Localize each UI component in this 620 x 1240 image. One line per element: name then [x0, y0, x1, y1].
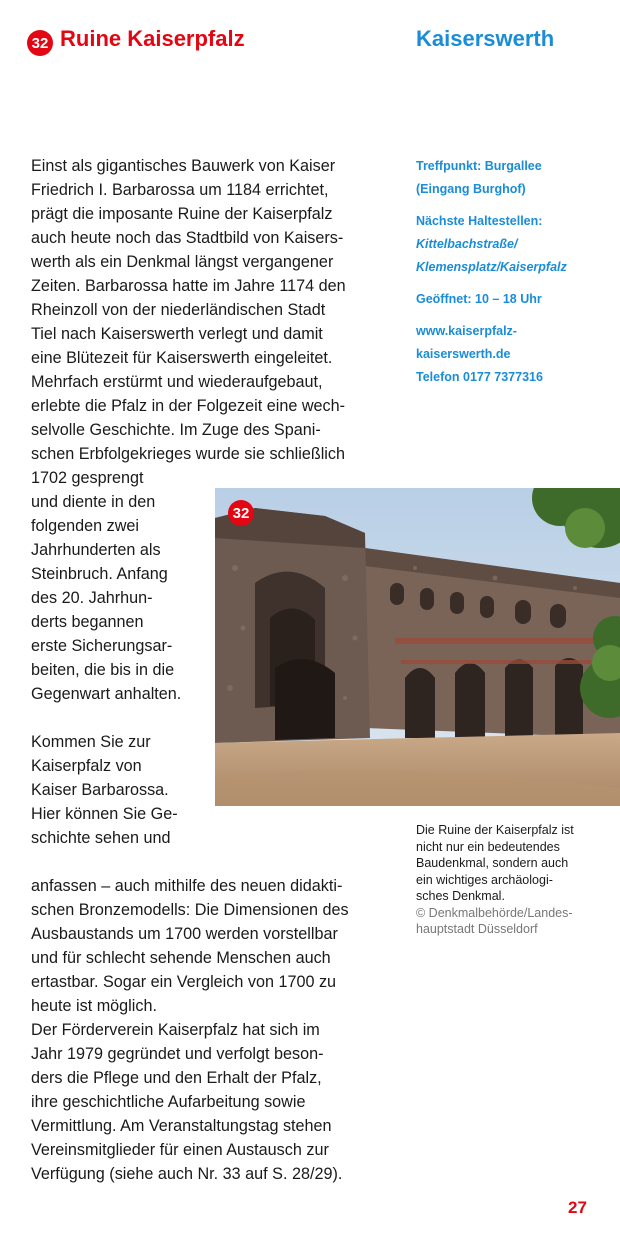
- district-heading: Kaiserswerth: [416, 26, 555, 51]
- website-link[interactable]: kaiserswerth.de: [416, 347, 511, 361]
- stops-label: Nächste Haltestellen:: [416, 214, 543, 228]
- ruin-illustration: [215, 488, 620, 806]
- text-line: schichte sehen und: [31, 829, 171, 847]
- text-line: heute ist möglich.: [31, 997, 157, 1015]
- text-line: hauptstadt Düsseldorf: [416, 922, 538, 936]
- photo-credit: [416, 905, 616, 938]
- phone-number[interactable]: Telefon 0177 7377316: [416, 370, 543, 384]
- meeting-point-line: (Eingang Burghof): [416, 182, 526, 196]
- text-line: Ausbaustands um 1700 werden vorstellbar: [31, 925, 338, 943]
- text-line: Tiel nach Kaiserswerth verlegt und damit: [31, 325, 323, 343]
- text-line: Hier können Sie Ge-: [31, 805, 178, 823]
- text-line: und diente in den: [31, 493, 156, 511]
- text-line: ihre geschichtliche Aufarbeitung sowie: [31, 1093, 306, 1111]
- text-line: und für schlecht sehende Menschen auch: [31, 949, 331, 967]
- visit-paragraph: [31, 730, 211, 850]
- text-line: Jahr 1979 gegründet und verfolgt beson-: [31, 1045, 324, 1063]
- text-line: erste Sicherungsar-: [31, 637, 173, 655]
- caption-text: [416, 822, 616, 905]
- text-line: Friedrich I. Barbarossa um 1184 errichtet,: [31, 181, 329, 199]
- visit-paragraph-continued: [31, 874, 391, 1018]
- text-line: Steinbruch. Anfang: [31, 565, 168, 583]
- text-line: Kommen Sie zur: [31, 733, 151, 751]
- text-line: derts begannen: [31, 613, 144, 631]
- stop-name: Klemensplatz/Kaiserpfalz: [416, 260, 567, 274]
- opening-hours: Geöffnet: 10 – 18 Uhr: [416, 292, 542, 306]
- text-line: Vereinsmitglieder für einen Austausch zur: [31, 1141, 329, 1159]
- text-line: anfassen – auch mithilfe des neuen didakti-: [31, 877, 343, 895]
- text-line: Jahrhunderten als: [31, 541, 161, 559]
- meeting-point-line: Treffpunkt: Burgallee: [416, 159, 542, 173]
- text-line: schen Bronzemodells: Die Dimensionen des: [31, 901, 349, 919]
- text-line: auch heute noch das Stadtbild von Kaisers-: [31, 229, 344, 247]
- text-line: beiten, die bis in die: [31, 661, 175, 679]
- text-line: ertastbar. Sogar ein Vergleich von 1700 zu: [31, 973, 337, 991]
- stop-name: Kittelbachstraße/: [416, 237, 518, 251]
- page-number: 27: [568, 1198, 587, 1217]
- text-line: Mehrfach erstürmt und wiederaufgebaut,: [31, 373, 323, 391]
- text-line: Kaiser Barbarossa.: [31, 781, 169, 799]
- info-box: [416, 155, 616, 389]
- text-line: sches Denkmal.: [416, 889, 505, 903]
- text-line: selvolle Geschichte. Im Zuge des Spani-: [31, 421, 321, 439]
- text-line: Kaiserpfalz von: [31, 757, 142, 775]
- text-line: Vermittlung. Am Veranstaltungstag stehen: [31, 1117, 332, 1135]
- text-line: ein wichtiges archäologi-: [416, 872, 553, 887]
- photo-caption: [416, 822, 616, 938]
- text-line: Gegenwart anhalten.: [31, 685, 182, 703]
- text-line: Einst als gigantisches Bauwerk von Kaiser: [31, 157, 336, 175]
- text-line: Der Förderverein Kaiserpfalz hat sich im: [31, 1021, 320, 1039]
- text-line: erlebte die Pfalz in der Folgezeit eine wech-: [31, 397, 346, 415]
- text-line: Die Ruine der Kaiserpfalz ist: [416, 823, 574, 837]
- text-line: © Denkmalbehörde/Landes-: [416, 905, 573, 920]
- text-line: Zeiten. Barbarossa hatte im Jahre 1174 den: [31, 277, 346, 295]
- text-line: prägt die imposante Ruine der Kaiserpfalz: [31, 205, 333, 223]
- page-title: Ruine Kaiserpfalz: [60, 26, 245, 51]
- photo-station-badge: 32: [228, 500, 254, 526]
- ruin-photo: [215, 488, 620, 806]
- foerderverein-paragraph: [31, 1018, 391, 1186]
- text-line: des 20. Jahrhun-: [31, 589, 153, 607]
- text-line: eine Blütezeit für Kaiserswerth eingeleitet.: [31, 349, 333, 367]
- station-number-badge: 32: [27, 30, 53, 56]
- text-line: ders die Pflege und den Erhalt der Pfalz,: [31, 1069, 322, 1087]
- text-line: werth als ein Denkmal längst vergangener: [31, 253, 334, 271]
- text-line: schen Erbfolgekrieges wurde sie schließlich: [31, 445, 346, 463]
- text-line: Baudenkmal, sondern auch: [416, 856, 569, 870]
- text-line: folgenden zwei: [31, 517, 139, 535]
- text-line: nicht nur ein bedeutendes: [416, 839, 560, 854]
- intro-paragraph: [31, 154, 391, 490]
- text-line: 1702 gesprengt: [31, 469, 144, 487]
- website-link[interactable]: www.kaiserpfalz-: [416, 324, 517, 338]
- intro-paragraph-continued: [31, 490, 211, 706]
- text-line: Rheinzoll von der niederländischen Stadt: [31, 301, 326, 319]
- text-line: Verfügung (siehe auch Nr. 33 auf S. 28/29).: [31, 1165, 343, 1183]
